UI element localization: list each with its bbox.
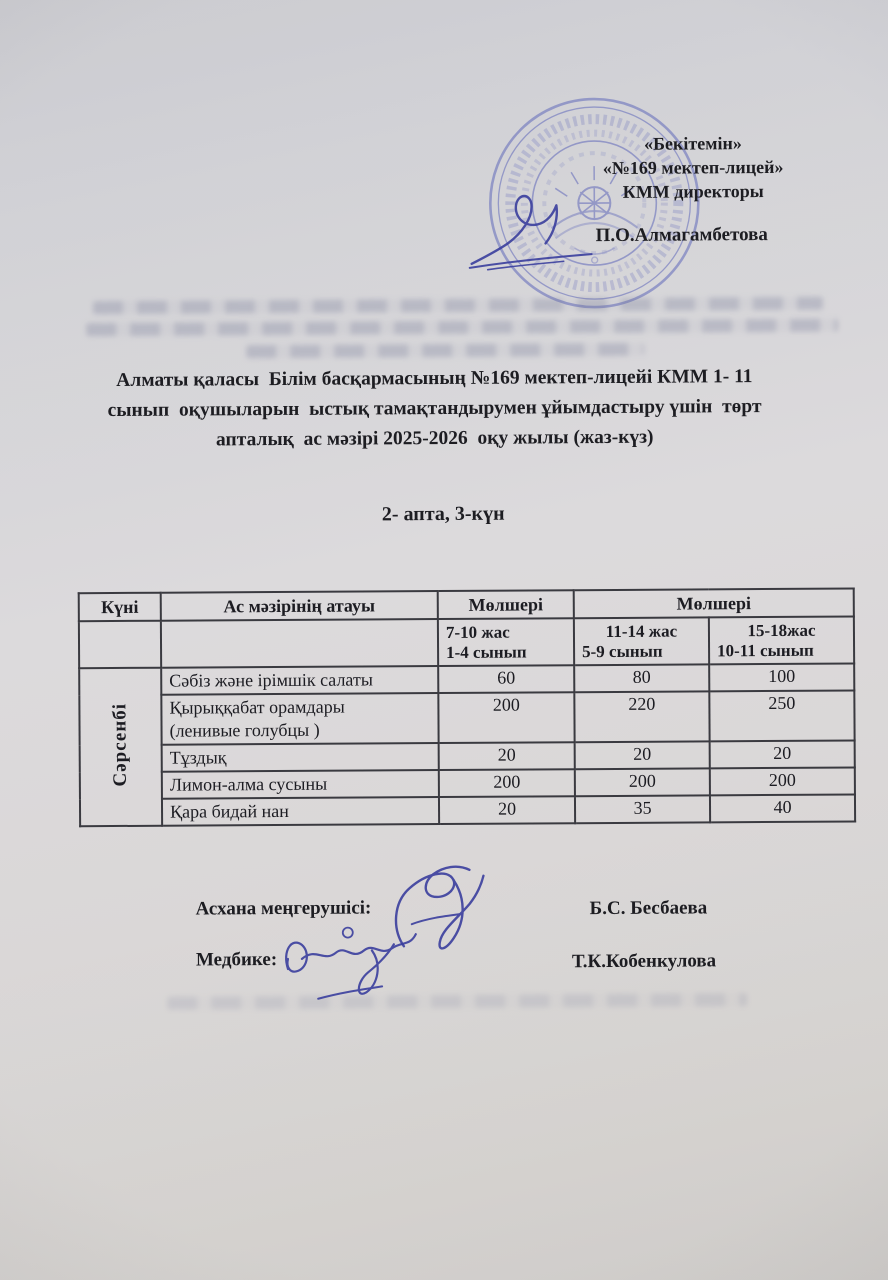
col-header-day: Күні bbox=[79, 593, 161, 622]
portion-value: 20 bbox=[575, 741, 710, 769]
table-row bbox=[80, 794, 855, 826]
portion-value: 220 bbox=[574, 691, 709, 742]
portion-value: 20 bbox=[710, 740, 855, 768]
portion-value: 200 bbox=[438, 692, 574, 743]
nurse-label: Медбике: bbox=[195, 949, 278, 971]
age-group-1 bbox=[438, 618, 574, 666]
approval-line: «Бекітемін» bbox=[644, 133, 742, 154]
nurse-signature bbox=[274, 906, 450, 1007]
week-day-subtitle: 2- апта, 3-күн bbox=[381, 502, 505, 526]
age-range: 15-18жас bbox=[747, 620, 816, 640]
col-subheader-empty bbox=[79, 621, 161, 669]
portion-value: 20 bbox=[439, 796, 575, 824]
table-row bbox=[79, 690, 854, 745]
director-name: П.О.Алмагамбетова bbox=[595, 224, 768, 247]
grade-range: 10-11 сынып bbox=[717, 640, 814, 660]
dish-name: Тұздық bbox=[162, 743, 439, 772]
portion-value: 200 bbox=[439, 769, 575, 797]
dish-name: Қара бидай нан bbox=[162, 797, 439, 826]
canteen-manager-name: Б.С. Бесбаева bbox=[589, 897, 708, 920]
dish-name: Қырыққабат орамдары (ленивые голубцы ) bbox=[161, 693, 438, 745]
bleed-through-text-line bbox=[246, 343, 644, 358]
portion-value: 200 bbox=[710, 767, 855, 795]
day-cell bbox=[79, 668, 162, 826]
col-header-dish: Ас мәзірінің атауы bbox=[161, 591, 438, 621]
age-group-2 bbox=[574, 617, 709, 665]
approval-line: КММ директоры bbox=[622, 181, 764, 202]
dish-name: Лимон-алма сусыны bbox=[162, 770, 439, 799]
portion-value: 250 bbox=[709, 690, 854, 741]
col-header-portion: Мөлшері bbox=[438, 590, 574, 619]
portion-value: 60 bbox=[438, 665, 574, 693]
menu-table bbox=[78, 587, 856, 827]
bleed-through-text-line bbox=[86, 319, 838, 337]
grade-range: 1-4 сынып bbox=[446, 641, 527, 662]
portion-value: 200 bbox=[575, 768, 710, 796]
grade-range: 5-9 сынып bbox=[582, 641, 663, 661]
document-title: Алматы қаласы Білім басқармасының №169 мектеп-лицейі КММ 1- 11 сынып оқушыларын ыстық тамақтандырумен ұйымдастыру үшін төрт апталық ас мәзірі 2025-2026 оқу жылы (жаз-күз) bbox=[107, 366, 762, 451]
portion-value: 35 bbox=[575, 795, 710, 823]
col-subheader-empty bbox=[161, 619, 438, 668]
portion-value: 100 bbox=[709, 663, 854, 691]
portion-value: 20 bbox=[439, 742, 575, 770]
age-range: 11-14 жас bbox=[605, 621, 678, 641]
portion-value: 40 bbox=[710, 794, 855, 822]
age-range: 7-10 жас bbox=[445, 622, 510, 642]
dish-name: Сәбіз және ірімшік салаты bbox=[161, 666, 438, 695]
director-signature bbox=[465, 181, 676, 272]
day-label: Сәрсенбі bbox=[109, 702, 131, 787]
bleed-through-text-line bbox=[167, 993, 747, 1010]
canteen-manager-label: Асхана меңгерушісі: bbox=[195, 897, 372, 920]
nurse-name: Т.К.Кобенкулова bbox=[571, 950, 717, 973]
bleed-through-text-line bbox=[93, 297, 823, 314]
menu-table-wrapper bbox=[78, 587, 856, 827]
portion-value: 80 bbox=[574, 664, 709, 692]
age-group-3 bbox=[709, 616, 854, 664]
col-header-portion: Мөлшері bbox=[574, 588, 854, 618]
approval-line: «№169 мектеп-лицей» bbox=[602, 156, 784, 179]
